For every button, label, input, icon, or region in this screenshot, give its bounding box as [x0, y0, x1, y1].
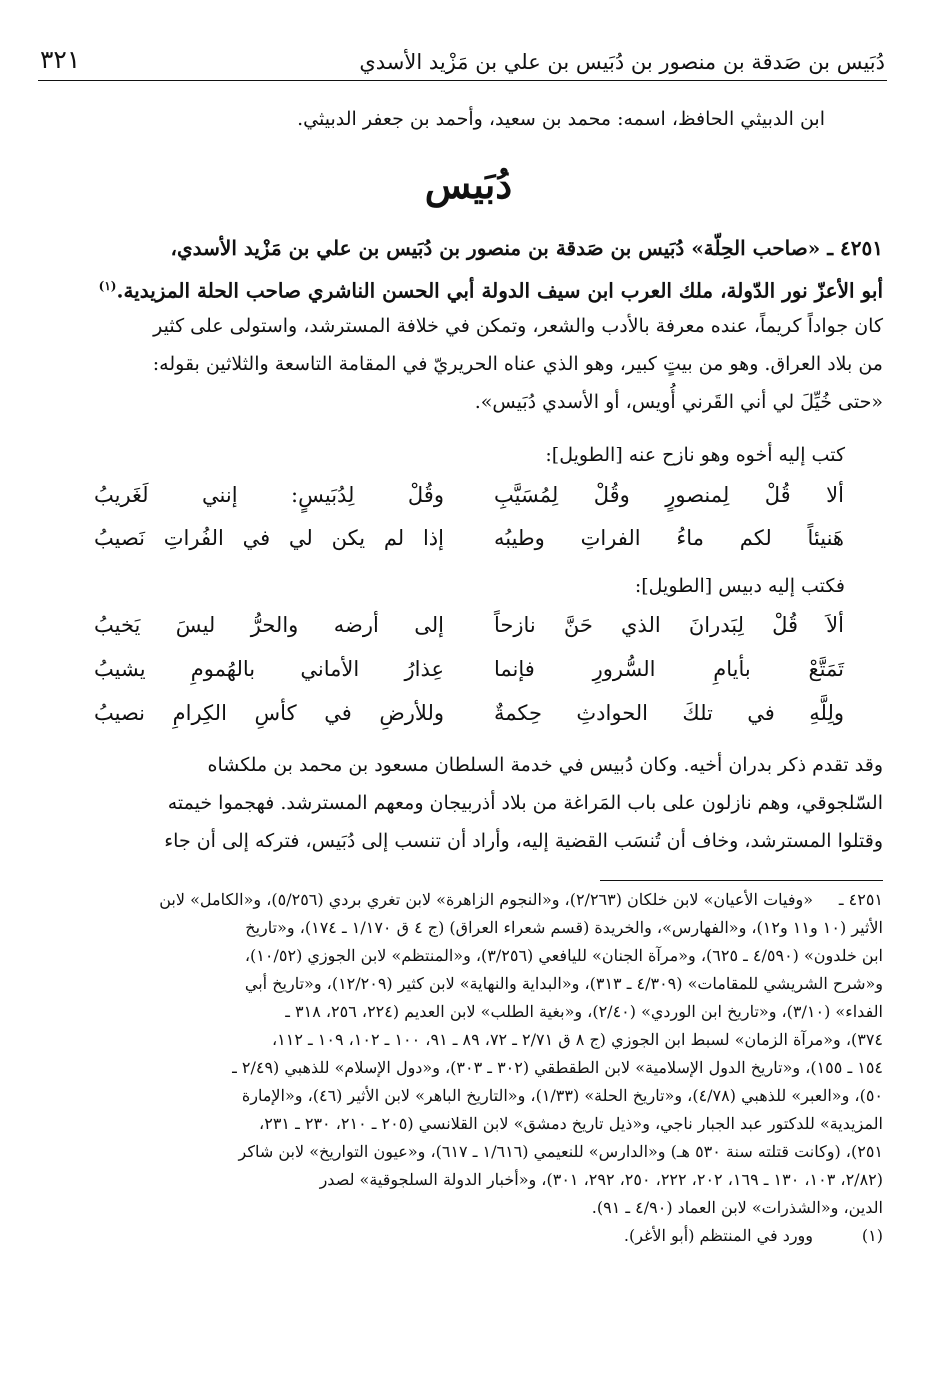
footnote-line: ١٥٤ ـ ١٥٥)، و«تاريخ الدول الإسلامية» لابن الطقطقي (٣٠٢ ـ ٣٠٣)، و«دول الإسلام» للذهبي (٢/٤٩ ـ	[232, 1058, 883, 1077]
footnote-line: الفداء» (٣/١٠)، و«تاريخ ابن الوردي» (٢/٤٠)، و«بغية الطلب» لابن العديم (٢٢٤، ٢٥٦، ٣١٨ ـ	[285, 1002, 883, 1021]
footnote-line: و«شرح الشريشي للمقامات» (٤/٣٠٩ ـ ٣١٣)، و«البداية والنهاية» لابن كثير (١٢/٢٠٩)، و«تاريخ أبي	[244, 974, 883, 993]
footnote-text: وورد في المنتظم (أبو الأغر).	[623, 1226, 813, 1245]
body-line: السّلجوقي، وهم نازلون على باب المَراغة من بلاد أذربيجان ومعهم المسترشد. فهجموا خيمته	[167, 792, 883, 814]
footnote-line	[40, 1222, 883, 1250]
footnote-marker: (١)	[98, 279, 117, 293]
intro-line: ابن الدبيثي الحافظ، اسمه: محمد بن سعيد، وأحمد بن جعفر الدبيثي.	[297, 108, 825, 130]
hemistich-second: وقُلْ لِدُبَيسٍ: إنني لَغَريبُ	[94, 483, 444, 507]
entry-title: «صاحب الحِلّة» دُبَيس بن صَدقة بن منصور بن دُبَيس بن علي بن مَزْيد الأسدي،	[170, 236, 821, 260]
body-line: كان جواداً كريماً، عنده معرفة بالأدب والشعر، وتمكن في خلافة المسترشد، واستولى على كثير	[153, 315, 883, 337]
footnote-line: المزيدية» للدكتور عبد الجبار ناجي، و«ذيل تاريخ دمشق» لابن القلانسي (٢٠٥ ـ ٢١٠، ٢٣٠ ـ ٢٣١،	[259, 1114, 883, 1133]
page-number: ٣٢١	[40, 45, 81, 74]
poem1-verse	[94, 518, 844, 558]
hemistich-second: إلى أرضه والحرُّ ليسَ يَخيبُ	[94, 613, 444, 637]
footnote-line: ٤٢٥١ ـ«وفيات الأعيان» لابن خلكان (٢/٢٦٣)، و«النجوم الزاهرة» لابن تغري بردي (٥/٢٥٦)، و«الكامل» لابن	[40, 886, 883, 914]
poem1-verse	[94, 475, 844, 515]
footnote-rule	[600, 880, 883, 881]
entry-heading-line-2	[40, 267, 883, 310]
body-line: «حتى خُيِّلَ لي أني القَرني أُويس، أو الأسدي دُبَيس».	[474, 391, 883, 413]
hemistich-second: وللأرضِ في كأسِ الكِرامِ نصيبُ	[94, 701, 444, 725]
closing-paragraph	[40, 746, 883, 860]
body-line: من بلاد العراق. وهو من بيتٍ كبير، وهو الذي عناه الحريريّ في المقامة التاسعة والثلاثين بقوله:	[152, 353, 883, 375]
footnote-line: ٢٥١)، (وكانت قتلته سنة ٥٣٠ هـ) و«الدارس» للنعيمي (١/٦١٦ ـ ٦١٧)، و«عيون التواريخ» لابن شاكر	[238, 1142, 883, 1161]
body-line: وقد تقدم ذكر بدران أخيه. وكان دُبيس في خدمة السلطان مسعود بن محمد بن ملكشاه	[207, 754, 883, 776]
hemistich-second: عِذارُ الأماني بالهُمومِ يشيبُ	[94, 657, 444, 681]
footnote-line: ٣٧٤)، و«مرآة الزمان» لسبط ابن الجوزي (ج ٨ ق ٢/٧١ ـ ٧٢، ٨٩ ـ ٩١، ١٠٠ ـ ١٠٢، ١٠٩ ـ ١١٢،	[271, 1030, 883, 1049]
entry-number: ٤٢٥١	[840, 236, 883, 260]
footnote-line: الدين، و«الشذرات» لابن العماد (٤/٩٠ ـ ٩١).	[591, 1198, 883, 1217]
header-rule	[38, 80, 887, 81]
hemistich-first: ألاَ قُلْ لِبَدرانَ الذي حَنَّ نازحاً	[494, 613, 844, 637]
poem2-intro: فكتب إليه دبيس [الطويل]:	[634, 575, 845, 597]
footnote-number: (١)	[861, 1226, 883, 1245]
poem2-verse	[94, 693, 844, 733]
footnote-line: (٢/٨٢، ١٠٣، ١٣٠ ـ ١٦٩، ٢٠٢، ٢٢٢، ٢٥٠، ٢٩٢، ٣٠١)، و«أخبار الدولة السلجوقية» لصدر	[319, 1170, 883, 1189]
entry-subtitle: أبو الأعزّ نور الدّولة، ملك العرب ابن سيف الدولة أبي الحسن الناشري صاحب الحلة المزيدية.	[116, 278, 883, 303]
page-header	[40, 34, 885, 74]
footnote-line: ٥٠)، و«العبر» للذهبي (٤/٧٨)، و«تاريخ الحلة» (١/٣٣)، و«التاريخ الباهر» لابن الأثير (٤٦)، و«الإمارة	[241, 1086, 883, 1105]
footnote-line: الأثير (١٠ و١١ و١٢)، و«الفهارس»، والخريدة (قسم شعراء العراق) (ج ٤ ق ١/١٧٠ ـ ١٧٤)، و«تاريخ	[245, 918, 883, 937]
hemistich-first: هَنيئاً لكم ماءُ الفراتِ وطيبُه	[494, 526, 844, 550]
footnote-line: ابن خلدون» (٤/٥٩٠ ـ ٦٢٥)، و«مرآة الجنان» لليافعي (٣/٢٥٦)، و«المنتظم» لابن الجوزي (١٠/٥٢)،	[244, 946, 883, 965]
hemistich-first: تَمَتَّعْ بأيامِ السُّرورِ فإنما	[494, 657, 844, 681]
footnote-sources	[40, 886, 883, 1250]
poem2-verse	[94, 605, 844, 645]
entry-heading-line-1: ٤٢٥١ ـ «صاحب الحِلّة» دُبَيس بن صَدقة بن منصور بن دُبَيس بن علي بن مَزْيد الأسدي،	[170, 236, 883, 260]
hemistich-second: إذا لم يكن لي في الفُراتِ نَصيبُ	[94, 526, 444, 550]
running-title: دُبَيس بن صَدقة بن منصور بن دُبَيس بن علي بن مَزْيد الأسدي	[359, 50, 885, 74]
hemistich-first: ولِلَّهِ في تلكَ الحوادثِ حِكمةٌ	[494, 701, 844, 725]
section-heading: دُبَيس	[424, 162, 513, 207]
hemistich-first: ألا قُلْ لِمنصورٍ وقُلْ لِمُسَيَّبِ	[494, 483, 844, 507]
footnote-number: ٤٢٥١ ـ	[838, 890, 883, 909]
poem1-intro: كتب إليه أخوه وهو نازح عنه [الطويل]:	[545, 444, 845, 466]
poem2-verse	[94, 649, 844, 689]
entry-body	[40, 307, 883, 421]
body-line: وقتلوا المسترشد، وخاف أن تُنسَب القضية إليه، وأراد أن تنسب إلى دُبَيس، فتركه إلى أن جاء	[164, 830, 883, 852]
